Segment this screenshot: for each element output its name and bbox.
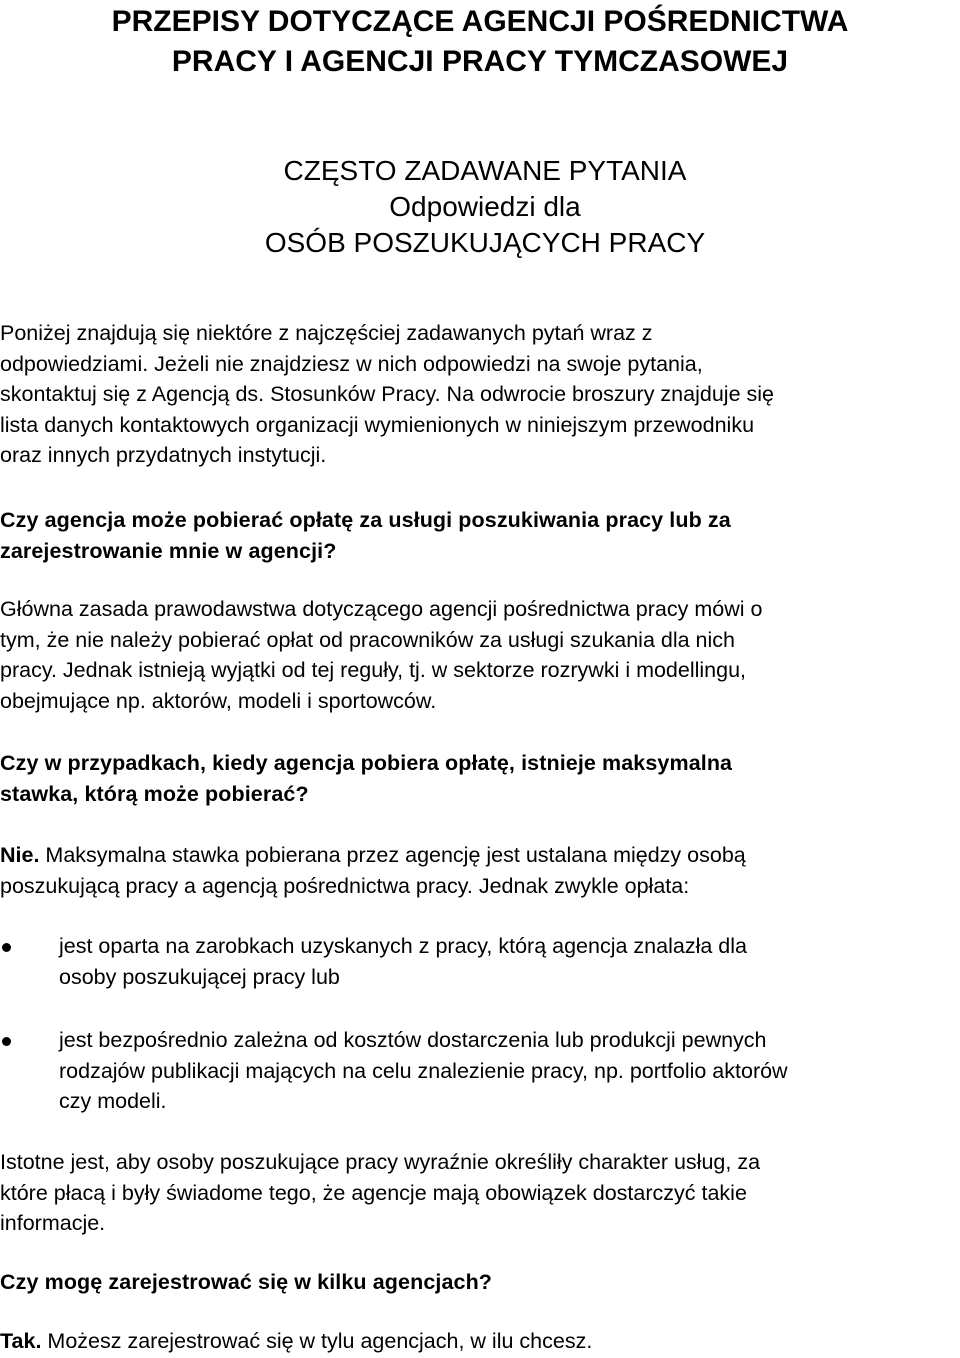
text-line: Istotne jest, aby osoby poszukujące pracy wyraźnie określiły charakter usług, za	[0, 1150, 761, 1174]
text-line: pracy. Jednak istnieją wyjątki od tej reguły, tj. w sektorze rozrywki i modellingu,	[0, 658, 747, 683]
title-line: PRZEPISY DOTYCZĄCE AGENCJI POŚREDNICTWA	[111, 5, 849, 38]
list-item-text	[59, 1025, 788, 1117]
text-line: poszukującą pracy a agencją pośrednictwa pracy. Jednak zwykle opłata:	[0, 873, 690, 898]
text-line: oraz innych przydatnych instytucji.	[0, 443, 327, 468]
answer-text: Maksymalna stawka pobierana przez agencję jest ustalana między osobą	[39, 843, 746, 867]
question-multiple-agencies	[0, 1267, 960, 1298]
subtitle-line: CZĘSTO ZADAWANE PYTANIA	[283, 155, 687, 186]
text-line: obejmujące np. aktorów, modeli i sportowców.	[0, 688, 437, 713]
document-subtitle	[0, 153, 960, 261]
text-line: informacje.	[0, 1211, 106, 1236]
answer-fee	[0, 594, 960, 716]
text-line: lista danych kontaktowych organizacji wymienionych w niniejszym przewodniku	[0, 412, 755, 437]
question-max-rate	[0, 748, 960, 809]
text-line: tym, że nie należy pobierać opłat od pracowników za usługi szukania dla nich	[0, 627, 735, 652]
text-line: rodzajów publikacji mających na celu znalezienie pracy, np. portfolio aktorów	[59, 1058, 788, 1083]
bullet-icon	[2, 1037, 11, 1046]
list-item-text	[59, 931, 747, 992]
title-line: PRACY I AGENCJI PRACY TYMCZASOWEJ	[171, 45, 789, 78]
note-paragraph	[0, 1147, 960, 1239]
text-line: Czy w przypadkach, kiedy agencja pobiera opłatę, istnieje maksymalna	[0, 751, 733, 775]
text-line: skontaktuj się z Agencją ds. Stosunków Pracy. Na odwrocie broszury znajduje się	[0, 382, 774, 407]
subtitle-line: OSÓB POSZUKUJĄCYCH PRACY	[264, 227, 706, 258]
text-line: Poniżej znajdują się niektóre z najczęściej zadawanych pytań wraz z	[0, 321, 653, 345]
text-line: zarejestrowanie mnie w agencji?	[0, 538, 337, 563]
question-fee	[0, 505, 960, 566]
document-title	[0, 2, 960, 82]
answer-lead: Nie.	[0, 843, 40, 867]
text-line: Czy mogę zarejestrować się w kilku agencjach?	[0, 1270, 493, 1294]
text-line: Czy agencja może pobierać opłatę za usługi poszukiwania pracy lub za	[0, 508, 731, 532]
text-line: jest oparta na zarobkach uzyskanych z pracy, którą agencja znalazła dla	[59, 934, 747, 958]
answer-multiple-agencies	[0, 1326, 960, 1357]
text-line	[0, 1326, 960, 1357]
text-line: stawka, którą może pobierać?	[0, 781, 309, 806]
answer-lead: Tak.	[0, 1329, 42, 1353]
answer-max-rate	[0, 840, 960, 901]
bullet-icon	[2, 943, 11, 952]
text-line: odpowiedziami. Jeżeli nie znajdziesz w nich odpowiedzi na swoje pytania,	[0, 351, 703, 376]
subtitle-line: Odpowiedzi dla	[389, 191, 581, 222]
text-line: jest bezpośrednio zależna od kosztów dostarczenia lub produkcji pewnych	[59, 1028, 767, 1052]
text-line: osoby poszukującej pracy lub	[59, 964, 340, 989]
text-line: czy modeli.	[59, 1089, 167, 1114]
text-line: które płacą i były świadome tego, że agencje mają obowiązek dostarczyć takie	[0, 1180, 747, 1205]
intro-paragraph	[0, 318, 960, 471]
text-line: Główna zasada prawodawstwa dotyczącego agencji pośrednictwa pracy mówi o	[0, 597, 763, 621]
answer-text: Możesz zarejestrować się w tylu agencjach, w ilu chcesz.	[41, 1329, 593, 1353]
text-line	[0, 840, 960, 871]
